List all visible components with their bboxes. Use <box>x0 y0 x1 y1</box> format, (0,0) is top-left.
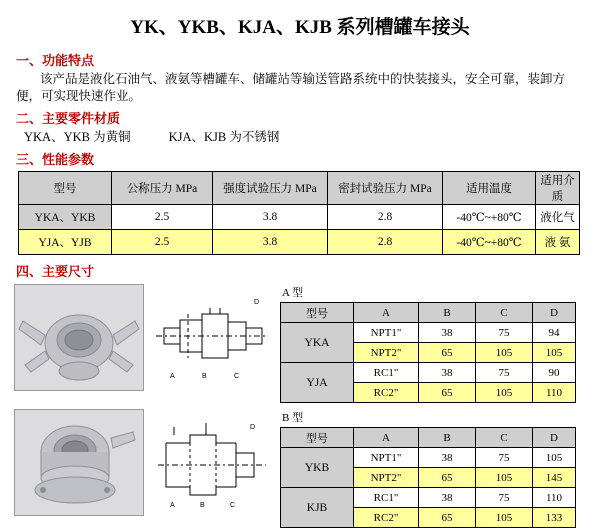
dim-cell: 38 <box>419 323 476 343</box>
dim-cell: 105 <box>533 343 576 363</box>
type-b-label: B 型 <box>282 412 304 424</box>
coupling-photo-b-image <box>14 409 144 516</box>
table-row <box>281 488 576 508</box>
dim-cell: RC2" <box>354 508 419 528</box>
coupling-photo-a-image <box>14 284 144 391</box>
table-row <box>281 323 576 343</box>
type-a-table-wrap <box>280 284 586 403</box>
dim-header-cell: D <box>533 303 576 323</box>
spec-cell: 2.8 <box>328 205 443 230</box>
drawing-b-graphic <box>150 409 270 514</box>
spec-cell: 2.5 <box>112 230 213 255</box>
coupling-line-drawing-a-image <box>150 284 270 389</box>
spec-cell: 液 氨 <box>536 230 580 255</box>
section-heading-performance: 三、性能参数 <box>16 152 95 167</box>
spec-header-cell: 公称压力 MPa <box>112 172 213 205</box>
dim-header-cell: B <box>419 303 476 323</box>
dim-cell: 75 <box>476 323 533 343</box>
spec-cell: 液化气 <box>536 205 580 230</box>
type-b-dimension-table <box>280 427 576 528</box>
type-b-table-wrap <box>280 409 586 528</box>
spec-cell: 3.8 <box>213 230 328 255</box>
dim-cell: 75 <box>476 363 533 383</box>
dim-cell: RC2" <box>354 383 419 403</box>
dim-cell: NPT2" <box>354 468 419 488</box>
svg-text:D: D <box>254 299 260 306</box>
dim-cell: 38 <box>419 488 476 508</box>
dim-header-cell: A <box>354 428 419 448</box>
material-line <box>24 129 584 146</box>
spec-cell: 2.8 <box>328 230 443 255</box>
table-header-row <box>281 428 576 448</box>
dim-cell: 38 <box>419 448 476 468</box>
spec-header-cell: 密封试验压力 MPa <box>328 172 443 205</box>
dim-header-cell: 型号 <box>281 428 354 448</box>
svg-text:B: B <box>200 502 205 509</box>
dim-cell: 75 <box>476 448 533 468</box>
svg-text:A: A <box>170 373 175 380</box>
performance-table <box>18 171 580 255</box>
dim-cell: 65 <box>419 468 476 488</box>
dim-cell: 105 <box>533 448 576 468</box>
page-title: YK、YKB、KJA、KJB 系列槽罐车接头 <box>130 17 470 38</box>
dim-cell: RC1" <box>354 488 419 508</box>
table-header-row <box>19 172 580 205</box>
spec-cell: 2.5 <box>112 205 213 230</box>
table-row <box>281 363 576 383</box>
dim-model-cell: YKA <box>281 323 354 363</box>
type-a-label: A 型 <box>282 287 304 299</box>
spec-cell: -40℃~+80℃ <box>443 205 536 230</box>
dim-cell: 38 <box>419 363 476 383</box>
table-header-row <box>281 303 576 323</box>
dim-cell: 105 <box>476 383 533 403</box>
spec-header-cell: 适用温度 <box>443 172 536 205</box>
type-a-dimension-table <box>280 302 576 403</box>
section-heading-features: 一、功能特点 <box>16 53 95 68</box>
svg-text:C: C <box>234 373 240 380</box>
dim-header-cell: C <box>476 303 533 323</box>
dim-cell: 105 <box>476 508 533 528</box>
svg-text:B: B <box>202 373 207 380</box>
type-b-block <box>14 409 586 528</box>
dim-header-cell: A <box>354 303 419 323</box>
dim-cell: 65 <box>419 383 476 403</box>
photo-a-graphic <box>15 285 143 390</box>
spec-cell: YJA、YJB <box>19 230 112 255</box>
dim-cell: 94 <box>533 323 576 343</box>
type-a-block <box>14 284 586 403</box>
dim-header-cell: D <box>533 428 576 448</box>
table-row <box>19 230 580 255</box>
dim-cell: 65 <box>419 343 476 363</box>
table-row <box>19 205 580 230</box>
photo-b-graphic <box>15 410 143 515</box>
dim-model-cell: KJB <box>281 488 354 528</box>
dim-cell: 110 <box>533 383 576 403</box>
dim-model-cell: YJA <box>281 363 354 403</box>
section-heading-dimensions: 四、主要尺寸 <box>16 264 95 279</box>
coupling-line-drawing-b-image <box>150 409 270 514</box>
spec-header-cell: 适用介质 <box>536 172 580 205</box>
svg-text:C: C <box>230 502 236 509</box>
material-right-text: KJA、KJB 为不锈钢 <box>168 130 280 144</box>
dim-cell: RC1" <box>354 363 419 383</box>
spec-cell: -40℃~+80℃ <box>443 230 536 255</box>
dim-cell: 75 <box>476 488 533 508</box>
dim-cell: NPT1" <box>354 323 419 343</box>
dim-cell: NPT1" <box>354 448 419 468</box>
dim-cell: 105 <box>476 343 533 363</box>
spec-cell: 3.8 <box>213 205 328 230</box>
dim-cell: NPT2" <box>354 343 419 363</box>
dim-cell: 65 <box>419 508 476 528</box>
dim-cell: 90 <box>533 363 576 383</box>
dim-cell: 133 <box>533 508 576 528</box>
dim-cell: 110 <box>533 488 576 508</box>
dim-header-cell: C <box>476 428 533 448</box>
svg-text:A: A <box>170 502 175 509</box>
material-left-text: YKA、YKB 为黄铜 <box>24 130 131 144</box>
features-paragraph: 该产品是液化石油气、液氨等槽罐车、储罐站等输送管路系统中的快装接头，安全可靠，装卸方便，可实现快速作业。 <box>16 72 566 103</box>
section-heading-material: 二、主要零件材质 <box>16 111 121 126</box>
spec-header-cell: 型号 <box>19 172 112 205</box>
spec-cell: YKA、YKB <box>19 205 112 230</box>
table-row <box>281 448 576 468</box>
spec-header-cell: 强度试验压力 MPa <box>213 172 328 205</box>
dim-cell: 105 <box>476 468 533 488</box>
drawing-a-graphic <box>150 284 270 389</box>
dim-header-cell: 型号 <box>281 303 354 323</box>
dim-header-cell: B <box>419 428 476 448</box>
svg-text:D: D <box>250 424 256 431</box>
dim-cell: 145 <box>533 468 576 488</box>
dim-model-cell: YKB <box>281 448 354 488</box>
dimension-blocks <box>14 284 586 528</box>
